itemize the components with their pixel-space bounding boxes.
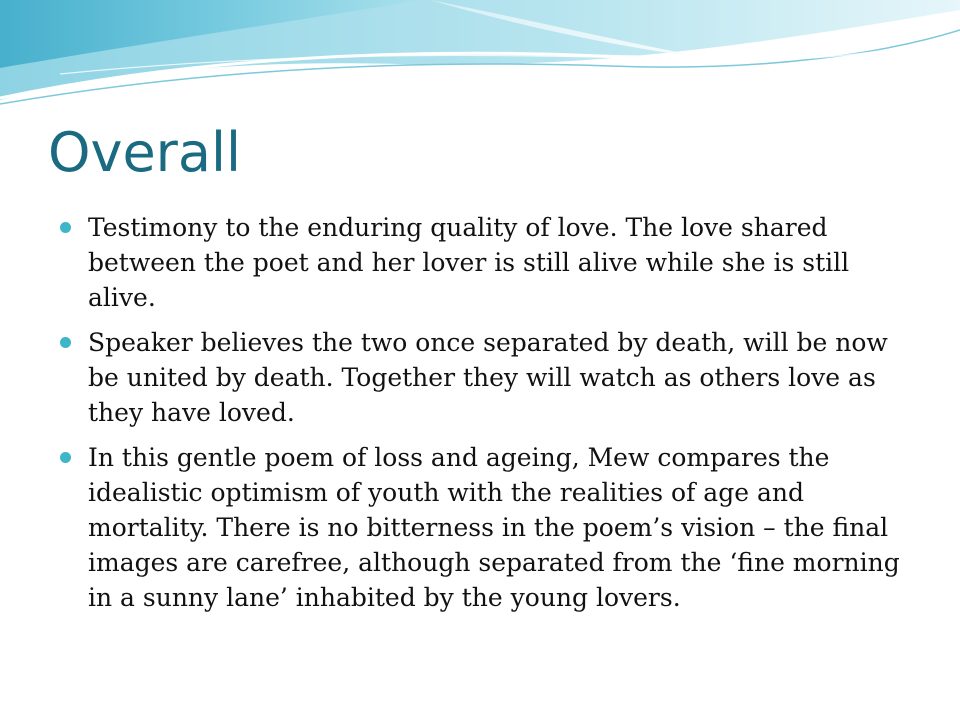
bullet-text: Speaker believes the two once separated by death, will be now be united by death. Together they will watch as others love as they have loved.	[88, 328, 888, 427]
bullet-dot-icon	[60, 222, 71, 233]
bullet-item	[60, 440, 910, 615]
bullet-item	[60, 210, 910, 315]
slide-title: Overall	[48, 121, 241, 184]
bullet-dot-icon	[60, 452, 71, 463]
bullet-list	[60, 210, 910, 625]
bullet-text: In this gentle poem of loss and ageing, Mew compares the idealistic optimism of youth with the realities of age and mortality. There is no bitterness in the poem’s vision – the final images are carefree, although separated from the ‘fine morning in a sunny lane’ inhabited by the young lovers.	[88, 443, 900, 612]
decorative-wave-header	[0, 0, 960, 110]
bullet-text: Testimony to the enduring quality of love. The love shared between the poet and her lover is still alive while she is still alive.	[88, 213, 850, 312]
bullet-dot-icon	[60, 337, 71, 348]
bullet-item	[60, 325, 910, 430]
